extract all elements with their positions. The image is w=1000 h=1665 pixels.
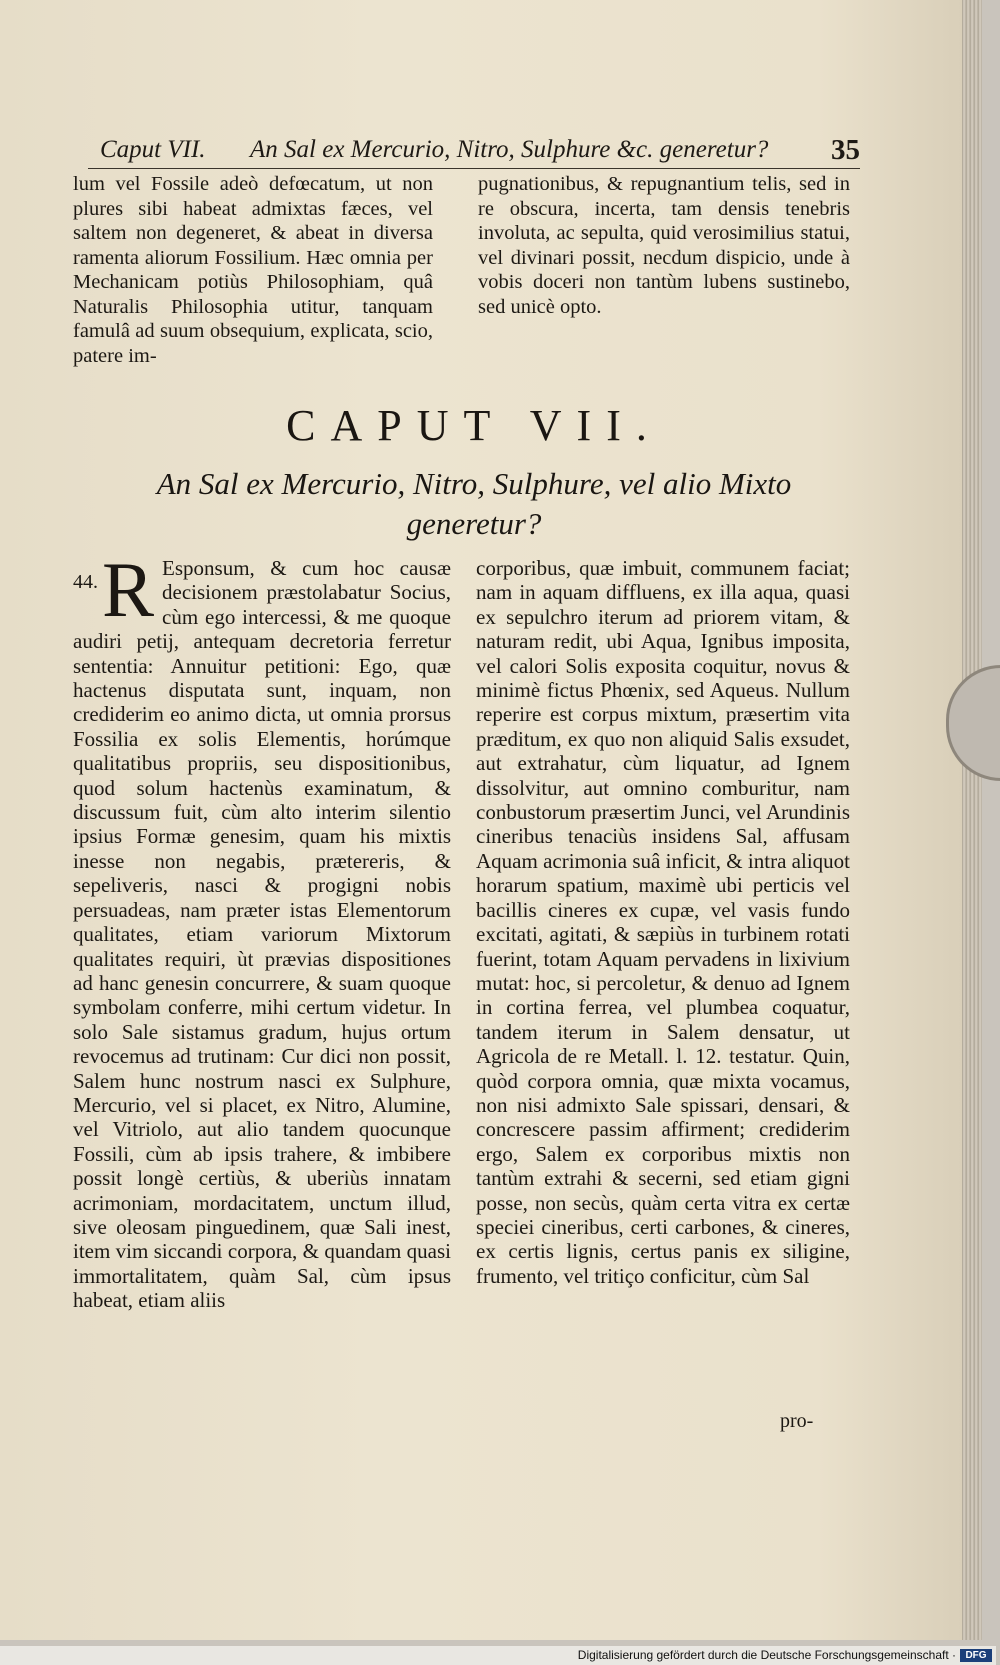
dfg-logo: DFG [960,1649,992,1662]
drop-cap: R [102,546,155,633]
body-right-text: corporibus, quæ imbuit, communem faciat; nam in aquam diffluens, ex illa aqua, quasi ex sepulchro iterum ad priorem vitam, & naturam redit, ubi Aqua, Ignibus imposita, vel calori Solis exposita coquitur, novus & minimè fictus Phœnix, sed Aqueus. Nullum reperire est corpus mixtum, præsertim vita præditum, ex quo non aliquid Salis exsudet, aut extrahatur, cùm liquatur, ad Ignem dissolvitur, aut omnino comburitur, nam conbustorum præsertim Junci, vel Arundinis cineribus tenaciùs insidens Sal, affusam Aquam acrimonia suâ inficit, & intra aliquot horarum spatium, maximè ubi perticis vel bacillis cineres ex cupæ, vel vasis fundo excitati, agitati, & sæpiùs in turbinem rotati fuerint, totam Aquam pervadens in lixivium mutat: hoc, si percoletur, & denuo ad Ignem in cortina ferrea, vel plumbea coquatur, tandem iterum in Salem densatur, ut Agricola de re Metall. l. 12. testatur. Quin, quòd corpora omnia, quæ mixta vocamus, non nisi admixto Sale spissari, densari, & concrescere passim affirment; crediderim ergo, Salem ex corporibus mixtis non tantùm extrahi & secerni, sed etiam gigni posse, non secùs, quàm certa vitra ex certæ speciei cineribus, certi carbones, & cineres, ex certis lignis, certus panis ex siligine, frumento, vel tritiço conficitur, cùm Sal [476,556,850,1288]
body-left-column [73,546,451,1313]
page-number: 35 [831,134,860,166]
top-right-text: pugnationibus, & repugnantium telis, sed in re obscura, incerta, tam densis tenebris involuta, ac sepulta, quid verosimilius statui, vel divinari possit, necdum dispicio, unde à vobis doceri non tantùm lubens sustinebo, sed unicè opto. [478,173,850,318]
chapter-heading: CAPUT VII. [286,401,662,450]
paragraph-number: 44. [73,571,98,593]
catchword: pro- [780,1410,814,1432]
chapter-subtitle: An Sal ex Mercurio, Nitro, Sulphure, vel alio Mixto generetur? [156,466,792,541]
running-header [100,136,860,166]
digitization-footer [0,1646,996,1665]
footer-text: Digitalisierung gefördert durch die Deutsche Forschungsgemeinschaft · [577,1648,956,1662]
top-left-column [73,172,433,368]
page-edge [962,0,982,1640]
header-title: An Sal ex Mercurio, Nitro, Sulphure &c. generetur? [250,136,769,163]
top-right-column [478,172,850,319]
top-left-text: lum vel Fossile adeò defœcatum, ut non plures sibi habeat admixtas fæces, vel saltem non degeneret, & abeat in diversa ramenta aliorum Fossilium. Hæc omnia per Mechanicam potiùs Philosophiam, quâ Naturalis Philosophia utitur, tanquam famulâ ad suum obsequium, explicata, scio, patere im- [73,173,433,367]
body-left-text: Esponsum, & cum hoc causæ decisionem præstolabatur Socius, cùm ego intercessi, & me quoque audiri petij, antequam decretoria ferretur sententia: Annuitur petitioni: Ego, quæ hactenus disputata sunt, inquam, non crediderim eo animo dicta, ut omnia prorsus Fossilia ex solis Elementis, horúmque qualitatibus propriis, seu dispositionibus, quod solum hactenùs examinatum, & discussum fuit, cùm alto interim silentio ipsius Formæ genesim, quam his mixtis inesse non negabis, prætereris, & sepeliveris, nasci & progigni nobis persuadeas, nam præter istas Elementorum qualitates, etiam variorum Mixtorum qualitates requiri, ùt prævias dispositiones ad hanc genesin concurrere, & suam quoque symbolam conferre, mihi certum videtur. In solo Sale sistamus gradum, hujus ortum revocemus ad trutinam: Cur dici non possit, Salem hunc nostrum nasci ex Sulphure, Mercurio, vel si placet, ex Nitro, Alumine, vel Vitriolo, aut alio tandem quocunque Fossili, cùm ab ipsis trahere, & imbibere possit longè certiùs, & uberiùs innatam acrimoniam, mordacitatem, unctum illud, sive oleosam pinguedinem, quæ Sali inest, item vim siccandi corpora, & quandam quasi immortalitatem, quàm Sal, cùm ipsus habeat, etiam aliis [73,556,451,1313]
header-caput: Caput VII. [100,136,206,163]
header-rule [88,168,860,169]
body-right-column [476,556,850,1288]
